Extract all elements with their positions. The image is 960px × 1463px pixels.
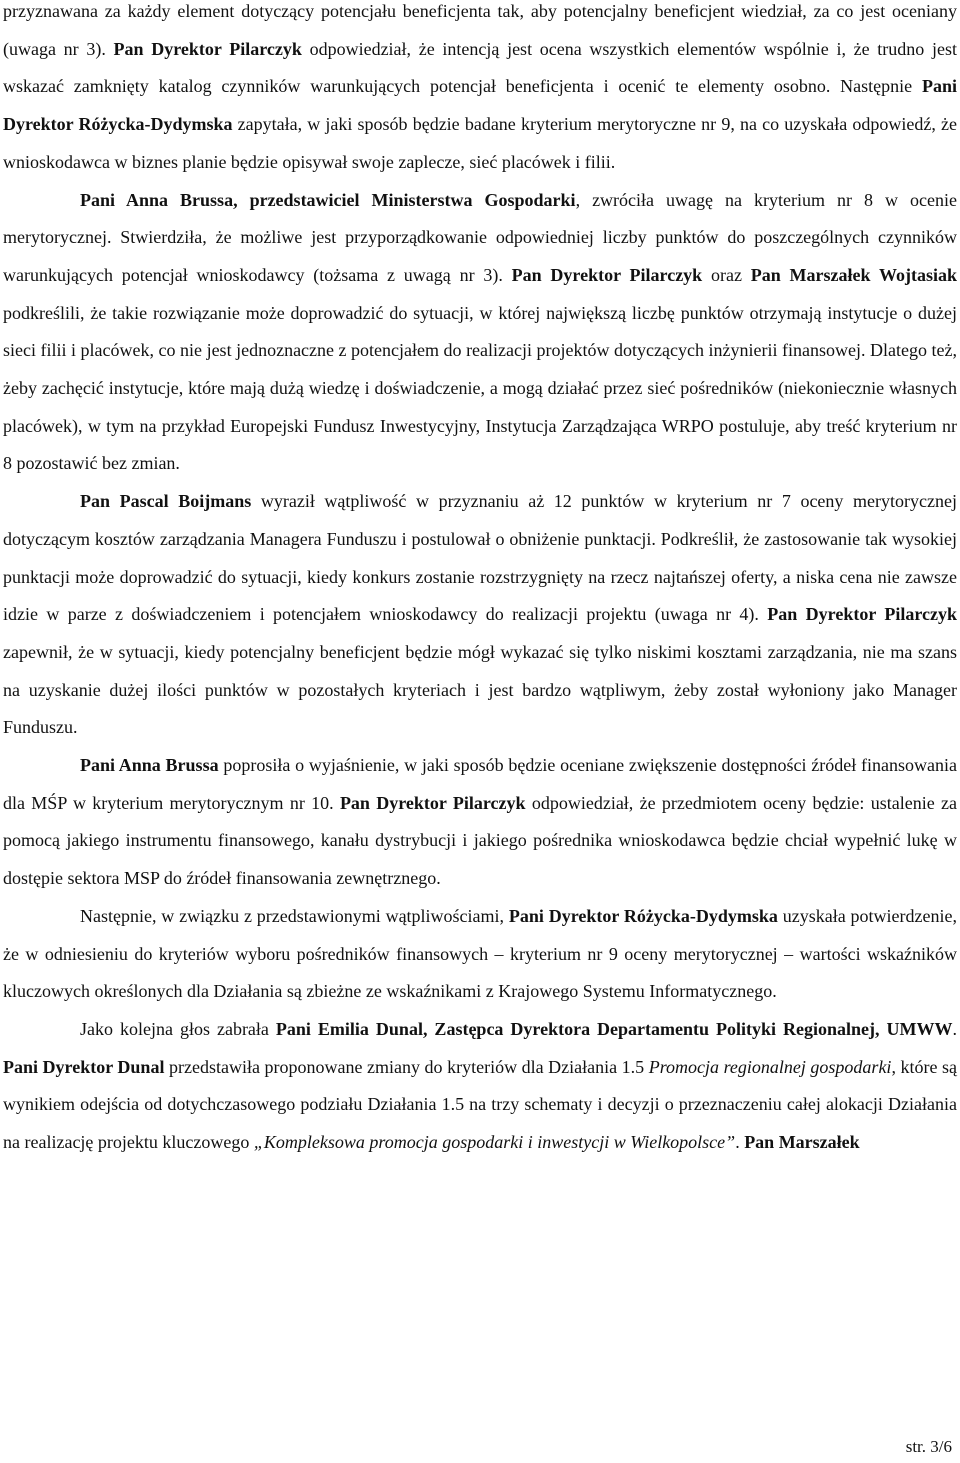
paragraph [3, 182, 957, 484]
text-run: oraz [702, 264, 751, 285]
bold-text: Pani Emilia Dunal, Zastępca Dyrektora Departamentu Polityki Regionalnej, UMWW [275, 1018, 953, 1039]
bold-text: Pan Marszałek Wojtasiak [750, 264, 958, 285]
text-run: Jako kolejna głos zabrała [80, 1018, 276, 1039]
text-run: . [952, 1018, 958, 1039]
bold-text: Pani Anna Brussa, przedstawiciel Ministerstwa Gospodarki [80, 189, 576, 210]
bold-text: Pan Dyrektor Pilarczyk [511, 264, 703, 285]
text-run: odpowiedział, że przedmiotem oceny będzie: ustalenie za pomocą jakiego instrumentu finansowego, kanału dystrybucji i jakiego pośrednika wnioskodawca będzie chciał wypełnić lukę w dostępie sektora MSP do źródeł finansowania zewnętrznego. [3, 792, 957, 889]
bold-text: Pani Dyrektor Różycka-Dydymska [3, 76, 957, 135]
italic-text: „Kompleksowa promocja gospodarki i inwestycji w Wielkopolsce” [253, 1132, 736, 1153]
page-number: str. 3/6 [905, 1437, 952, 1456]
paragraph [3, 747, 957, 898]
text-run: przyznawana za każdy element dotyczący potencjału beneficjenta tak, aby potencjalny beneficjent wiedział, za co jest oceniany (uwaga nr 3). [3, 1, 957, 59]
paragraph [3, 898, 957, 1011]
text-run: uzyskała potwierdzenie, że w odniesieniu do kryteriów wyboru pośredników finansowych – kryterium nr 9 oceny merytorycznej – wartości wskaźników kluczowych określonych dla Działania są zbieżne ze wskaźnikami z Krajowego Systemu Informatycznego. [3, 905, 957, 1002]
bold-text: Pan Marszałek [744, 1132, 860, 1153]
text-run: zapewnił, że w sytuacji, kiedy potencjalny beneficjent będzie mógł wykazać się tylko niskimi kosztami zarządzania, nie ma szans na uzyskanie dużej ilości punktów w pozostałych kryteriach i jest bardzo wątpliwym, żeby został wyłoniony jako Manager Funduszu. [3, 641, 957, 738]
text-run: , które są wynikiem odejścia od dotychczasowego podziału Działania 1.5 na trzy schematy i decyzji o przeznaczeniu całej alokacji Działania na realizację projektu kluczowego [3, 1056, 958, 1153]
text-run: wyraził wątpliwość w przyznaniu aż 12 punktów w kryterium nr 7 oceny merytorycznej dotyczącym kosztów zarządzania Managera Funduszu i postulował o obniżenie punktacji. Podkreślił, że zastosowanie tak wysokiej punktacji może doprowadzić do sytuacji, kiedy konkurs zostanie rozstrzygnięty na rzecz najtańszej oferty, a niska cena nie zawsze idzie w parze z doświadczeniem i potencjałem wnioskodawcy do realizacji projektu (uwaga nr 4). [3, 491, 957, 625]
bold-text: Pan Pascal Boijmans [80, 491, 252, 512]
italic-text: Promocja regionalnej gospodarki [648, 1056, 892, 1077]
text-run: , zwróciła uwagę na kryterium nr 8 w ocenie merytorycznej. Stwierdziła, że możliwe jest przyporządkowanie odpowiedniej liczby punktów do poszczególnych czynników warunkujących potencjał wnioskodawcy (tożsama z uwagą nr 3). [3, 189, 957, 285]
paragraph [3, 483, 957, 747]
bold-text: Pan Dyrektor Pilarczyk [767, 604, 957, 625]
paragraph [3, 1011, 957, 1162]
bold-text: Pani Dyrektor Różycka-Dydymska [508, 905, 778, 926]
text-run: odpowiedział, że intencją jest ocena wszystkich elementów wspólnie i, że trudno jest wskazać zamknięty katalog czynników warunkujących potencjał beneficjenta i ocenić te elementy osobno. Następnie [3, 38, 957, 97]
text-run: zapytała, w jaki sposób będzie badane kryterium merytoryczne nr 9, na co uzyskała odpowiedź, że wnioskodawca w biznes planie będzie opisywał swoje zaplecze, sieć placówek i filii. [3, 114, 957, 172]
bold-text: Pani Anna Brussa [80, 755, 219, 776]
bold-text: Pan Dyrektor Pilarczyk [339, 792, 526, 813]
text-run: poprosiła o wyjaśnienie, w jaki sposób będzie oceniane zwiększenie dostępności źródeł finansowania dla MŚP w kryterium merytorycznym nr 10. [3, 755, 957, 813]
text-run: . [735, 1132, 745, 1153]
bold-text: Pani Dyrektor Dunal [3, 1056, 165, 1077]
text-run: przedstawiła proponowane zmiany do kryteriów dla Działania 1.5 [164, 1056, 649, 1077]
text-run: Następnie, w związku z przedstawionymi wątpliwościami, [80, 905, 509, 926]
paragraph [3, 0, 957, 182]
bold-text: Pan Dyrektor Pilarczyk [113, 38, 302, 59]
document-body [3, 0, 957, 1162]
text-run: podkreślili, że takie rozwiązanie może doprowadzić do sytuacji, w której największą liczbę punktów otrzymają instytucje o dużej sieci filii i placówek, co nie jest jednoznaczne z potencjałem do realizacji projektów dotyczących inżynierii finansowej. Dlatego też, żeby zachęcić instytucje, które mają dużą wiedzę i doświadczenie, a mogą działać przez sieć pośredników (niekoniecznie własnych placówek), w tym na przykład Europejski Fundusz Inwestycyjny, Instytucja Zarządzająca WRPO postuluje, aby treść kryterium nr 8 pozostawić bez zmian. [3, 302, 957, 474]
